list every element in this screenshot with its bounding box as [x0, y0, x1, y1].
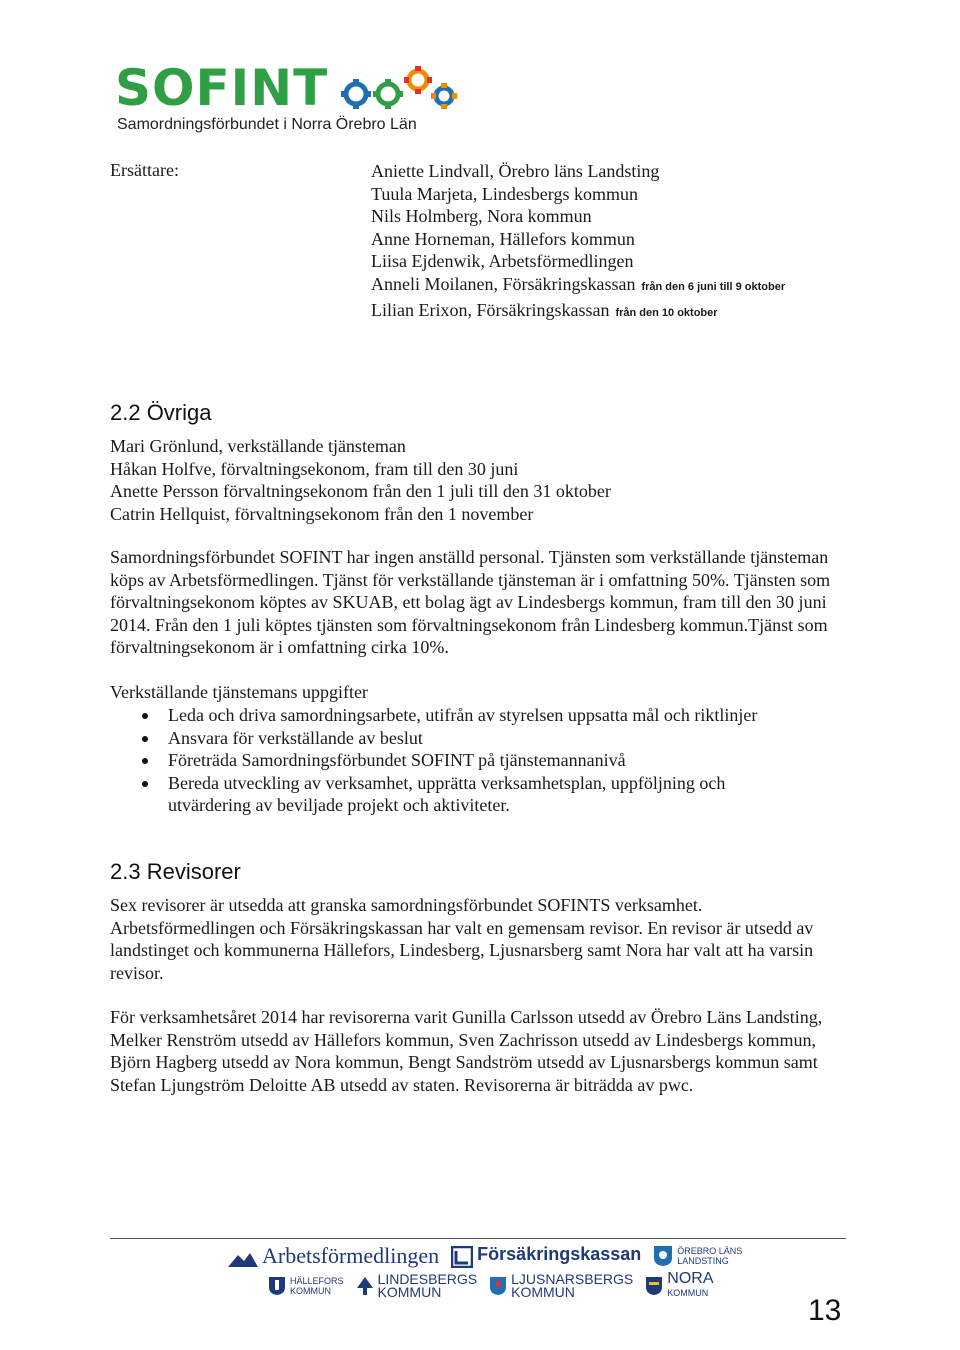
sofint-logo	[115, 59, 466, 134]
hallefors-text-line-1: HÄLLEFORS	[290, 1276, 344, 1286]
hallefors-text	[290, 1276, 344, 1296]
nora-text-line-1: NORA	[667, 1270, 714, 1287]
ljusnarsbergs-text-line-1: LJUSNARSBERGS	[511, 1271, 634, 1287]
substitute-name: Nils Holmberg, Nora kommun	[371, 206, 592, 227]
arbetsformedlingen-icon	[228, 1251, 258, 1267]
footer-logos-row-1	[228, 1243, 750, 1271]
substitutes-list	[371, 160, 785, 324]
auditors-paragraph-2: För verksamhetsåret 2014 har revisorerna varit Gunilla Carlsson utsedd av Örebro Läns Landsting, Melker Renström utsedd av Hällefors kommun, Sven Zachrisson utsedd av Lindesbergs kommun, Björn Hagberg utsedd av Nora kommun, Bengt Sandström utsedd av Ljusnarsbergs kommun samt Stefan Ljungström Deloitte AB utsedd av staten. Revisorerna är biträdda av pwc.	[110, 1007, 823, 1095]
substitute-item	[371, 228, 785, 251]
nora-text-line-2: KOMMUN	[667, 1288, 709, 1298]
staffing-paragraph: Samordningsförbundet SOFINT har ingen anställd personal. Tjänsten som verkställande tjänsteman köps av Arbetsförmedlingen. Tjänst för verkställande tjänsteman är i omfattning 50%. Tjänsten som förvaltningsekonom köptes av SKUAB, ett bolag ägt av Lindesbergs kommun, fram till den 30 juni 2014. Från den 1 juli köptes tjänsten som förvaltningsekonom från Lindesberg kommun.Tjänst som förvaltningsekonom är i omfattning cirka 10%.	[110, 547, 831, 658]
staff-list	[110, 435, 611, 525]
arbetsformedlingen-text: Arbetsförmedlingen	[262, 1243, 440, 1268]
substitute-item	[371, 205, 785, 228]
hallefors-kommun-logo	[268, 1276, 344, 1296]
forsakringskassan-text: Försäkringskassan	[477, 1244, 642, 1265]
bullet-icon	[142, 781, 148, 787]
substitutes-label: Ersättare:	[110, 160, 179, 180]
page-number: 13	[808, 1294, 842, 1327]
substitute-note: från den 6 juni till 9 oktober	[641, 280, 786, 293]
substitute-item	[371, 299, 785, 325]
substitute-name: Aniette Lindvall, Örebro läns Landsting	[371, 161, 660, 181]
nora-text	[667, 1272, 713, 1300]
ljusnarsbergs-crest-icon	[489, 1276, 507, 1296]
bullet-icon	[142, 758, 148, 764]
substitute-name: Liisa Ejdenwik, Arbetsförmedlingen	[371, 251, 634, 272]
ljusnarsbergs-text-line-2: KOMMUN	[511, 1284, 575, 1300]
substitute-name: Tuula Marjeta, Lindesbergs kommun	[371, 183, 638, 204]
lindesbergs-kommun-logo	[356, 1273, 478, 1299]
duty-item	[110, 749, 840, 772]
landsting-text	[677, 1246, 742, 1266]
ljusnarsbergs-kommun-logo	[489, 1273, 633, 1299]
duties-title: Verkställande tjänstemans uppgifter	[110, 682, 368, 702]
duty-item	[110, 727, 840, 750]
forsakringskassan-logo	[451, 1244, 641, 1267]
substitute-item	[371, 183, 785, 206]
duties-list	[110, 704, 840, 817]
staff-line: Mari Grönlund, verkställande tjänsteman	[110, 436, 406, 456]
footer-divider	[110, 1238, 846, 1239]
duty-text: Bereda utveckling av verksamhet, upprätta verksamhetsplan, uppföljning och utvärdering av beviljade projekt och aktiviteter.	[168, 772, 726, 816]
auditors-paragraph-1: Sex revisorer är utsedda att granska samordningsförbundet SOFINTS verksamhet. Arbetsförmedlingen och Försäkringskassan har valt en gemensam revisor. En revisor är utsedd av landstinget och kommunerna Hällefors, Lindesberg, Ljusnarsberg samt Nora har valt att ha varsin revisor.	[110, 895, 814, 983]
substitute-item	[371, 273, 785, 299]
landsting-text-line-1: ÖREBRO LÄNS	[677, 1246, 743, 1256]
hallefors-text-line-2: KOMMUN	[290, 1286, 331, 1296]
ljusnarsbergs-text	[511, 1273, 633, 1299]
nora-kommun-logo	[645, 1272, 713, 1300]
lindesbergs-tree-icon	[356, 1276, 374, 1296]
lindesbergs-text-line-1: LINDESBERGS	[377, 1271, 478, 1287]
duty-text: Ansvara för verkställande av beslut	[168, 727, 423, 748]
substitute-name: Lilian Erixon, Försäkringskassan	[371, 299, 610, 320]
substitute-item	[371, 160, 785, 183]
lindesbergs-text-line-2: KOMMUN	[377, 1284, 442, 1300]
arbetsformedlingen-logo	[228, 1243, 439, 1269]
section-heading-2-2: 2.2 Övriga	[110, 400, 212, 425]
logo-tagline: Samordningsförbundet i Norra Örebro Län	[117, 116, 417, 133]
nora-crest-icon	[645, 1276, 663, 1296]
staff-line: Anette Persson förvaltningsekonom från den 1 juli till den 31 oktober	[110, 481, 611, 502]
lindesbergs-text	[378, 1273, 478, 1299]
substitute-item	[371, 250, 785, 273]
bullet-icon	[142, 736, 148, 742]
footer-logos-row-2	[268, 1272, 722, 1300]
gears-icon	[338, 66, 466, 114]
logo-wordmark: SOFINT	[115, 59, 329, 117]
forsakringskassan-icon	[451, 1246, 473, 1268]
duty-text: Företräda Samordningsförbundet SOFINT på tjänstemannanivå	[168, 750, 626, 771]
duty-item	[110, 772, 840, 817]
bullet-icon	[142, 713, 148, 719]
staff-line: Catrin Hellquist, förvaltningsekonom från den 1 november	[110, 503, 534, 524]
hallefors-crest-icon	[268, 1276, 286, 1296]
orebro-lans-landsting-logo	[653, 1245, 742, 1267]
substitute-name: Anne Horneman, Hällefors kommun	[371, 228, 635, 249]
duty-item	[110, 704, 840, 727]
section-heading-2-3: 2.3 Revisorer	[110, 859, 241, 884]
substitute-note: från den 10 oktober	[615, 306, 718, 319]
staff-line: Håkan Holfve, förvaltningsekonom, fram till den 30 juni	[110, 458, 519, 479]
substitute-name: Anneli Moilanen, Försäkringskassan	[371, 273, 636, 294]
duty-text: Leda och driva samordningsarbete, utifrån av styrelsen uppsatta mål och riktlinjer	[168, 705, 758, 725]
landsting-text-line-2: LANDSTING	[677, 1256, 729, 1266]
landsting-crest-icon	[653, 1245, 673, 1267]
